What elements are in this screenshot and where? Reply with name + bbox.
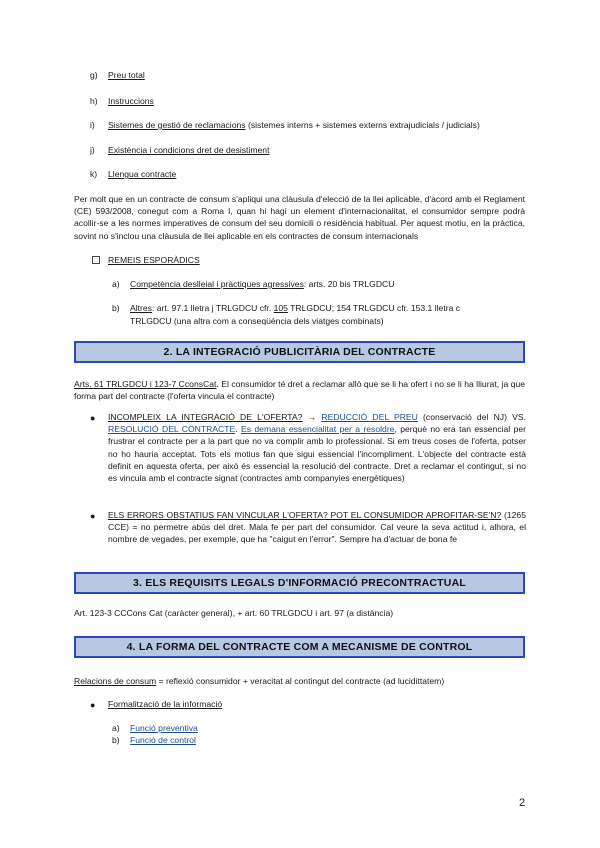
bullet-icon: ● (90, 413, 96, 423)
list-label: h) (90, 96, 98, 106)
item-label: b) (112, 303, 120, 313)
paragraph-text: Per molt que en un contracte de consum s'apliqui una clàusula d'elecció de la llei aplicable, d'acord amb el Reglament (CE) 593/2008, conegut com a Roma I, quan hi hagi un element d'internacionalitat, el consumidor sempre podrà acollir-se a les normes imperatives de consum del seu domicili o residència habitual. Per aquest motiu, en la pràctica, sovint no s'inclou una clàusula de llei aplicable en els contractes de consum internacionals (74, 194, 525, 241)
section-2-intro: Arts. 61 TRLGDCU i 123-7 CconsCat. El consumidor té dret a reclamar allò que se li ha ofert i no se li ha lliurat, ja que forma part del contracte (l'oferta vincula el contracte) (74, 379, 526, 402)
bullet-icon: ● (90, 511, 96, 521)
bullet-icon: ● (90, 700, 96, 710)
list-label: g) (90, 70, 98, 80)
list-label: j) (90, 145, 95, 155)
list-text-rest: (sistemes interns + sistemes externs extrajudicials / judicials) (245, 120, 480, 130)
bullet-formalitzacio: Formalització de la informació (108, 699, 223, 709)
section-4-relacions: Relacions de consum = reflexió consumidor + veracitat al contingut del contracte (ad lucidittatem) (74, 676, 445, 686)
list-label: k) (90, 169, 98, 179)
item-link: Altres (130, 303, 152, 313)
item-line2: TRLGDCU (una altra com a conseqüència dels viatges combinats) (130, 316, 384, 326)
intro-link: Arts. 61 TRLGDCU i 123-7 CconsCat (74, 379, 217, 389)
section-2-banner: 2. LA INTEGRACIÓ PUBLICITÀRIA DEL CONTRACTE (74, 341, 525, 363)
section-4-banner: 4. LA FORMA DEL CONTRACTE COM A MECANISME DE CONTROL (74, 636, 525, 658)
section-3-text: Art. 123-3 CCCons Cat (caràcter general), + art. 60 TRLGDCU i art. 97 (a distància) (74, 608, 394, 618)
link-essencialitat[interactable]: Es demana essencialitat per a resoldre (241, 424, 395, 435)
link-funcio-control[interactable]: Funció de control (130, 735, 196, 745)
item-link: Competència deslleial i pràctiques agressives (130, 279, 304, 289)
list-text: Existència i condicions dret de desistiment (108, 145, 270, 155)
bullet-errors: ELS ERRORS OBSTATIUS FAN VINCULAR L'OFERTA? POT EL CONSUMIDOR APROFITAR-SE'N? (1265 CCE) = no permetre abús del dret. Mala fe per part del consumidor. Cal veure la seva actitud i, alhora, el nombre de vegades, per exemple, que ha "caigut en l'error". Sempre ha d'actuar de bona fe (108, 510, 526, 545)
list-text: Instruccions (108, 96, 154, 106)
link-resolucio-contracte[interactable]: RESOLUCIÓ DEL CONTRACTE (108, 424, 236, 435)
remeis-heading: REMEIS ESPORÀDICS (108, 255, 200, 265)
page-number: 2 (519, 797, 526, 809)
link-reduccio-preu[interactable]: REDUCCIÓ DEL PREU (321, 412, 418, 422)
paragraph-roma-i (74, 193, 525, 242)
link-funcio-preventiva[interactable]: Funció preventiva (130, 723, 198, 733)
list-text: Sistemes de gestió de reclamacions (108, 120, 246, 130)
list-text: Llengua contracte (108, 169, 177, 179)
list-label: i) (90, 120, 95, 130)
item-rest: : arts. 20 bis TRLGDCU (303, 279, 395, 289)
list-text: Preu total (108, 70, 145, 80)
section-3-banner: 3. ELS REQUISITS LEGALS D'INFORMACIÓ PRECONTRACTUAL (74, 572, 525, 594)
checkbox-icon (92, 256, 100, 264)
item-label: a) (112, 279, 120, 289)
bullet-oferta: INCOMPLEIX LA INTEGRACIÓ DE L'OFERTA? → REDUCCIÓ DEL PREU (conservació del NJ) VS. RESOLUCIÓ DEL CONTRACTE. Es demana essencialitat per a resoldre, perquè no era tan essencial per frustrar el contracte per a la part que no va complir amb lo professional. Si em treus coses de l'oferta, potser no ho hauria acceptat. Tots els motius fan que sigui essencial l'incompliment. L'objecte del contracte està definit en aquesta oferta, per això és essencial la resolució del contracte. Dret a reclamar el contingut, si no es vincula amb el contracte signat (contractes amb companyies energètiques) (108, 412, 527, 484)
